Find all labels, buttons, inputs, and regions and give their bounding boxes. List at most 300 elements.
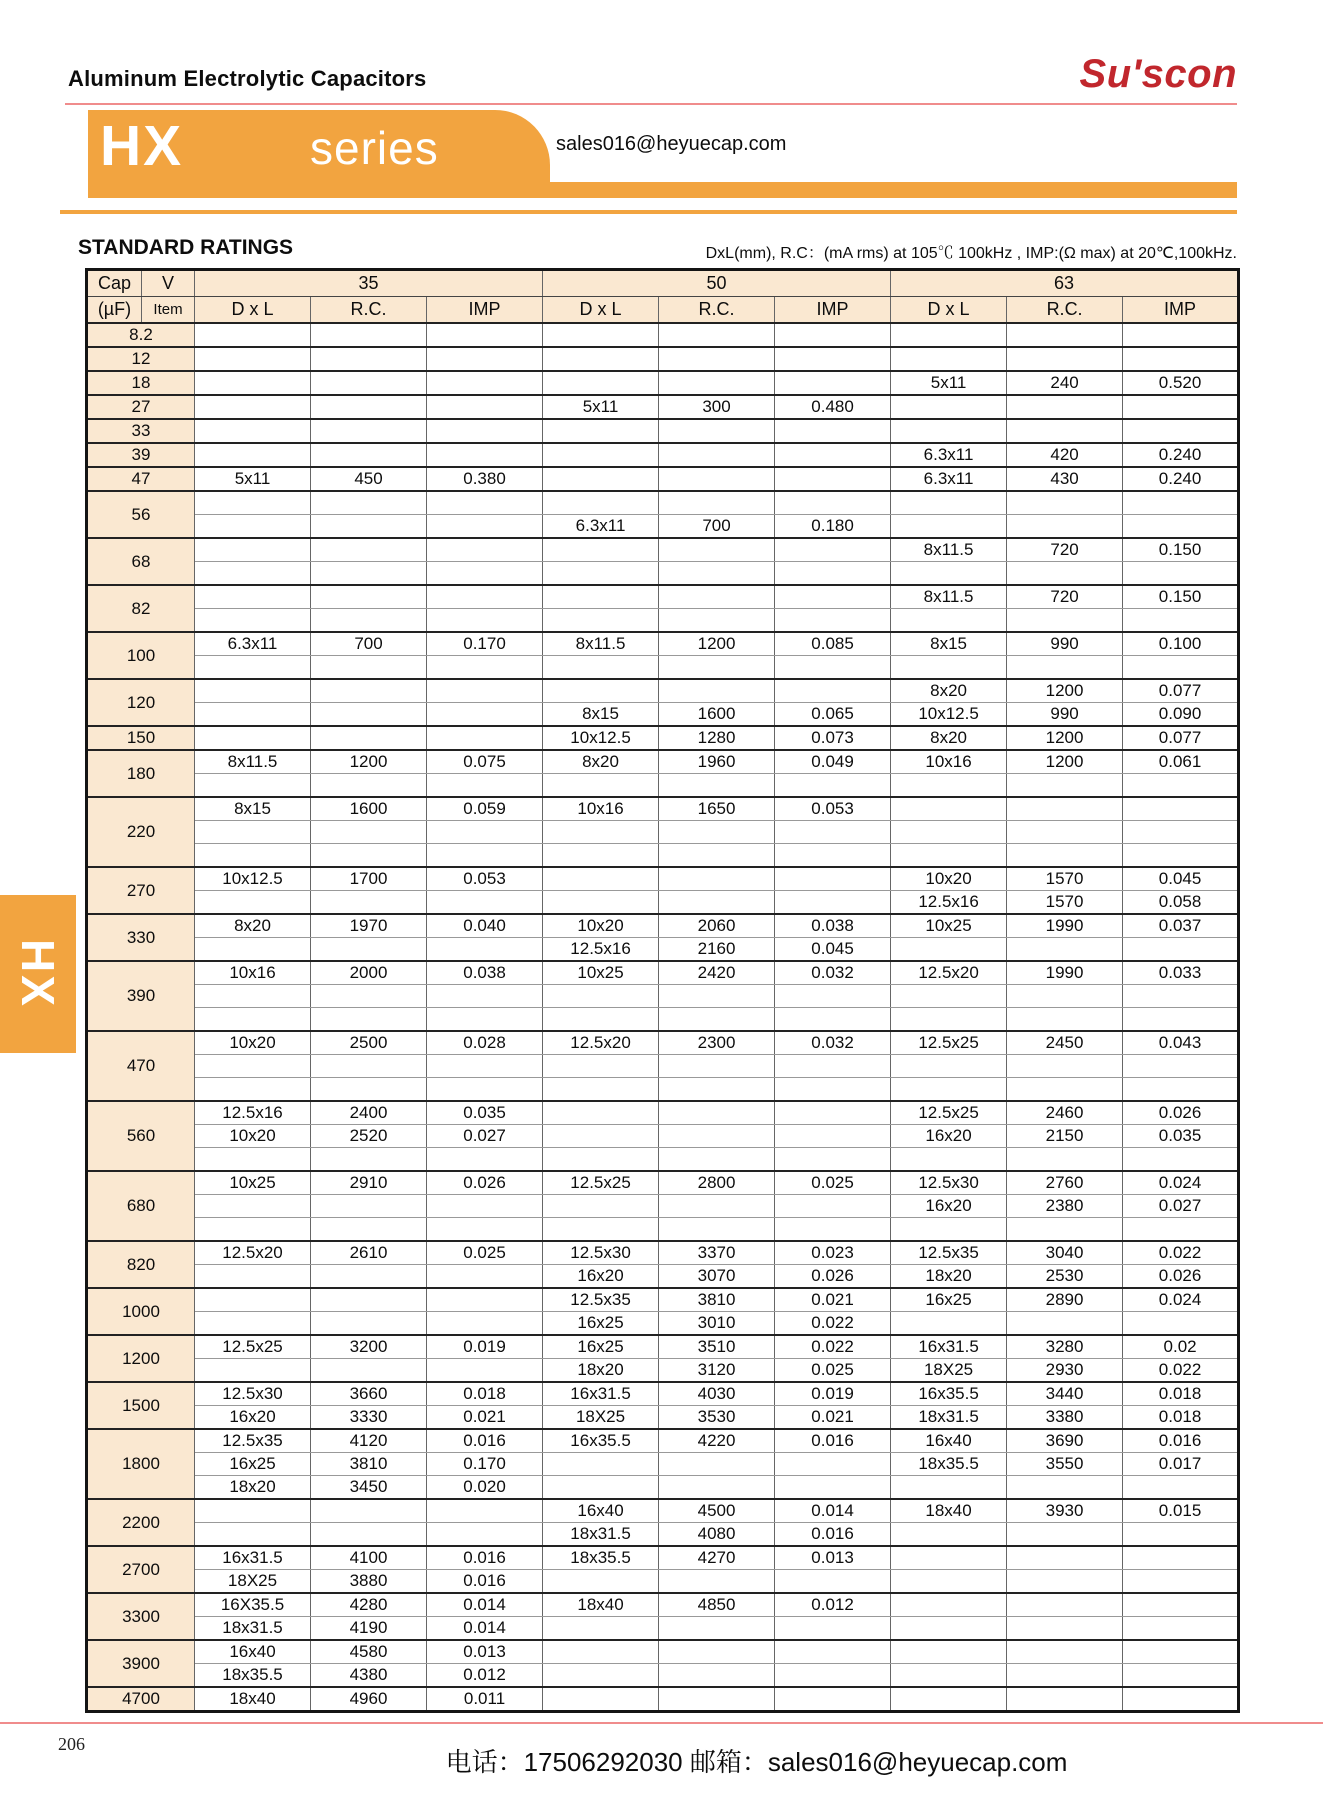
rating-cell [1123, 1617, 1239, 1641]
rating-cell [891, 1617, 1007, 1641]
rating-cell: 1650 [659, 797, 775, 821]
rating-cell [543, 371, 659, 395]
ratings-conditions: DxL(mm), R.C：(mA rms) at 105℃ 100kHz , IMP:(Ω max) at 20℃,100kHz. [705, 245, 1237, 262]
rating-cell: 10x20 [891, 867, 1007, 891]
rating-cell [311, 419, 427, 443]
table-row [87, 891, 1239, 915]
table-row [87, 914, 1239, 938]
rating-cell [427, 1499, 543, 1523]
rating-cell: 18X25 [543, 1406, 659, 1430]
rating-cell: 0.014 [427, 1617, 543, 1641]
rating-cell: 0.025 [775, 1171, 891, 1195]
rating-cell: 0.035 [1123, 1125, 1239, 1148]
rating-cell [775, 1055, 891, 1078]
cap-cell: 1000 [87, 1288, 195, 1335]
rating-cell [659, 1218, 775, 1242]
rating-cell: 0.170 [427, 1453, 543, 1476]
rating-cell: 0.016 [427, 1546, 543, 1570]
rating-cell [775, 844, 891, 868]
table-row [87, 1546, 1239, 1570]
voltage-group-header: 35 [195, 270, 543, 297]
rating-cell [427, 656, 543, 680]
voltage-header: V [142, 270, 195, 297]
rating-cell [1123, 1687, 1239, 1712]
rating-cell [891, 1476, 1007, 1500]
rating-cell: 12.5x25 [543, 1171, 659, 1195]
rating-cell [543, 419, 659, 443]
rating-cell: 0.077 [1123, 679, 1239, 703]
table-row [87, 1382, 1239, 1406]
rating-cell [195, 1312, 311, 1336]
rating-cell: 10x16 [543, 797, 659, 821]
rating-cell [891, 1523, 1007, 1547]
rating-cell: 4580 [311, 1640, 427, 1664]
rating-cell [543, 679, 659, 703]
rating-cell: 1700 [311, 867, 427, 891]
rating-cell: 0.017 [1123, 1453, 1239, 1476]
cap-unit-header: (µF) [87, 297, 142, 324]
rating-cell: 0.053 [427, 867, 543, 891]
rating-cell [1123, 821, 1239, 844]
rating-cell [543, 1617, 659, 1641]
rating-cell [543, 1148, 659, 1172]
rating-cell: 4850 [659, 1593, 775, 1617]
rating-cell: 0.075 [427, 750, 543, 774]
rating-cell [311, 1195, 427, 1218]
rating-cell [1007, 821, 1123, 844]
rating-cell [195, 1078, 311, 1102]
rating-cell [543, 821, 659, 844]
cap-cell: 560 [87, 1101, 195, 1171]
cap-cell: 220 [87, 797, 195, 867]
table-row [87, 1288, 1239, 1312]
rating-cell: 0.018 [1123, 1406, 1239, 1430]
cap-header: Cap [87, 270, 142, 297]
table-row [87, 797, 1239, 821]
footer-divider [0, 1722, 1323, 1724]
rating-cell [775, 1476, 891, 1500]
rating-cell: 16x20 [195, 1406, 311, 1430]
rating-cell: 16x31.5 [891, 1335, 1007, 1359]
table-row [87, 1335, 1239, 1359]
table-row [87, 1195, 1239, 1218]
rating-cell [1123, 1570, 1239, 1594]
rating-cell [775, 1687, 891, 1712]
rating-cell: 6.3x11 [891, 443, 1007, 467]
table-row [87, 395, 1239, 419]
table-row [87, 323, 1239, 347]
banner-strip [88, 182, 1237, 198]
rating-cell: 4380 [311, 1664, 427, 1688]
rating-cell [1007, 1546, 1123, 1570]
rating-cell [311, 562, 427, 586]
rating-cell [1123, 1078, 1239, 1102]
table-row [87, 1570, 1239, 1594]
table-row [87, 821, 1239, 844]
table-row [87, 371, 1239, 395]
rating-cell: 16x31.5 [543, 1382, 659, 1406]
rating-cell [1007, 1664, 1123, 1688]
rating-cell [1123, 844, 1239, 868]
rating-cell [543, 609, 659, 633]
table-row [87, 774, 1239, 798]
rating-cell: 0.053 [775, 797, 891, 821]
rating-cell: 0.520 [1123, 371, 1239, 395]
rating-cell [1123, 1523, 1239, 1547]
rating-cell: 4100 [311, 1546, 427, 1570]
side-tab [0, 895, 76, 1053]
rating-cell: 16x35.5 [891, 1382, 1007, 1406]
rating-cell: 3810 [311, 1453, 427, 1476]
rating-cell: 0.073 [775, 726, 891, 750]
brand-logo: Su'scon [1079, 52, 1237, 96]
rating-cell [775, 891, 891, 915]
cap-cell: 47 [87, 467, 195, 491]
rating-cell: 6.3x11 [891, 467, 1007, 491]
rating-cell [775, 491, 891, 515]
rating-cell: 0.150 [1123, 585, 1239, 609]
rating-cell: 1200 [1007, 750, 1123, 774]
rating-cell [775, 1570, 891, 1594]
rating-cell: 720 [1007, 538, 1123, 562]
rating-cell [195, 985, 311, 1008]
rating-cell [311, 726, 427, 750]
rating-cell [427, 1008, 543, 1032]
rating-cell [543, 844, 659, 868]
rating-cell [543, 1055, 659, 1078]
rating-cell [775, 371, 891, 395]
table-row [87, 656, 1239, 680]
table-row [87, 443, 1239, 467]
contact-email: sales016@heyuecap.com [556, 133, 787, 155]
rating-cell [1123, 1312, 1239, 1336]
rating-cell: 10x25 [891, 914, 1007, 938]
rating-cell [543, 985, 659, 1008]
rating-cell: 12.5x20 [543, 1031, 659, 1055]
cap-cell: 12 [87, 347, 195, 371]
rating-cell: 0.021 [775, 1288, 891, 1312]
rating-cell [775, 585, 891, 609]
rating-cell: 0.021 [775, 1406, 891, 1430]
rating-cell: 4080 [659, 1523, 775, 1547]
rating-cell: 0.058 [1123, 891, 1239, 915]
rating-cell [1123, 1640, 1239, 1664]
rating-cell [1007, 985, 1123, 1008]
rating-cell: 0.077 [1123, 726, 1239, 750]
ratings-table [85, 268, 1240, 1713]
rating-cell: 16X35.5 [195, 1593, 311, 1617]
rating-cell: 2060 [659, 914, 775, 938]
rating-cell: 18x40 [543, 1593, 659, 1617]
rating-cell: 0.013 [427, 1640, 543, 1664]
rating-cell [195, 1148, 311, 1172]
rating-cell [891, 656, 1007, 680]
rating-cell: 1970 [311, 914, 427, 938]
rating-cell [195, 443, 311, 467]
rating-cell: 16x25 [543, 1312, 659, 1336]
rating-cell [659, 679, 775, 703]
rating-cell: 3510 [659, 1335, 775, 1359]
table-row [87, 1359, 1239, 1383]
rating-cell: 10x25 [195, 1171, 311, 1195]
table-row [87, 1078, 1239, 1102]
rating-cell [775, 774, 891, 798]
rating-cell: 3040 [1007, 1241, 1123, 1265]
series-code: HX [100, 114, 184, 178]
rating-cell [1007, 419, 1123, 443]
rating-cell [427, 1312, 543, 1336]
rating-cell [427, 1265, 543, 1289]
series-banner [88, 110, 550, 182]
rating-cell: 1200 [1007, 679, 1123, 703]
rating-cell: 0.028 [427, 1031, 543, 1055]
rating-cell: 1570 [1007, 891, 1123, 915]
rating-cell: 2530 [1007, 1265, 1123, 1289]
table-row [87, 679, 1239, 703]
table-row [87, 1523, 1239, 1547]
rating-cell [775, 1125, 891, 1148]
rating-cell [311, 1359, 427, 1383]
table-row [87, 1312, 1239, 1336]
rating-cell: 16x25 [543, 1335, 659, 1359]
rating-cell [311, 703, 427, 727]
rating-cell [659, 1008, 775, 1032]
rating-cell [543, 1664, 659, 1688]
rating-cell [891, 774, 1007, 798]
rating-cell [427, 985, 543, 1008]
rating-cell [1007, 938, 1123, 962]
rating-cell [427, 774, 543, 798]
rating-cell: 12.5x25 [891, 1031, 1007, 1055]
rating-cell: 0.012 [427, 1664, 543, 1688]
rating-cell [775, 821, 891, 844]
rating-cell [543, 538, 659, 562]
rating-cell: 300 [659, 395, 775, 419]
rating-cell [1007, 656, 1123, 680]
rating-cell [1123, 1055, 1239, 1078]
rating-cell [195, 821, 311, 844]
rating-cell [543, 323, 659, 347]
rating-cell: 0.016 [427, 1429, 543, 1453]
rating-cell [1123, 609, 1239, 633]
cap-cell: 820 [87, 1241, 195, 1288]
rating-cell: 8x15 [195, 797, 311, 821]
rating-cell [775, 419, 891, 443]
rating-cell [195, 419, 311, 443]
rating-cell [427, 538, 543, 562]
section-divider [60, 210, 1237, 214]
rating-cell: 12.5x16 [543, 938, 659, 962]
rating-cell: 2910 [311, 1171, 427, 1195]
rating-cell [659, 1687, 775, 1712]
rating-cell [427, 703, 543, 727]
rating-cell [311, 371, 427, 395]
rating-cell [1007, 1640, 1123, 1664]
rating-cell [427, 491, 543, 515]
rating-cell: 3070 [659, 1265, 775, 1289]
rating-cell: 0.024 [1123, 1171, 1239, 1195]
rating-cell [659, 467, 775, 491]
section-title: STANDARD RATINGS [78, 236, 294, 259]
rating-cell: 2450 [1007, 1031, 1123, 1055]
rating-cell [1007, 347, 1123, 371]
sub-header: IMP [1123, 297, 1239, 324]
rating-cell [775, 1453, 891, 1476]
rating-cell [659, 821, 775, 844]
rating-cell [1123, 491, 1239, 515]
rating-cell [659, 1640, 775, 1664]
rating-cell: 0.180 [775, 515, 891, 539]
rating-cell: 2760 [1007, 1171, 1123, 1195]
rating-cell: 4500 [659, 1499, 775, 1523]
rating-cell [311, 609, 427, 633]
rating-cell: 10x12.5 [195, 867, 311, 891]
rating-cell [659, 371, 775, 395]
rating-cell: 0.025 [427, 1241, 543, 1265]
rating-cell: 0.040 [427, 914, 543, 938]
rating-cell [891, 821, 1007, 844]
rating-cell: 0.023 [775, 1241, 891, 1265]
rating-cell: 12.5x16 [195, 1101, 311, 1125]
rating-cell: 1990 [1007, 914, 1123, 938]
rating-cell: 12.5x30 [543, 1241, 659, 1265]
rating-cell: 16x40 [543, 1499, 659, 1523]
rating-cell [891, 609, 1007, 633]
rating-cell: 18x40 [891, 1499, 1007, 1523]
voltage-group-header: 50 [543, 270, 891, 297]
rating-cell: 1570 [1007, 867, 1123, 891]
rating-cell [1123, 985, 1239, 1008]
rating-cell: 10x20 [543, 914, 659, 938]
rating-cell: 12.5x35 [543, 1288, 659, 1312]
rating-cell [1123, 1546, 1239, 1570]
cap-cell: 1800 [87, 1429, 195, 1499]
rating-cell [311, 1312, 427, 1336]
cap-cell: 2200 [87, 1499, 195, 1546]
rating-cell [427, 323, 543, 347]
rating-cell: 0.033 [1123, 961, 1239, 985]
rating-cell [1123, 562, 1239, 586]
rating-cell [427, 938, 543, 962]
rating-cell [1007, 1055, 1123, 1078]
side-tab-label: HX [12, 939, 64, 1009]
rating-cell [195, 1008, 311, 1032]
rating-cell [195, 1523, 311, 1547]
rating-cell [891, 1148, 1007, 1172]
table-row [87, 562, 1239, 586]
rating-cell: 2520 [311, 1125, 427, 1148]
rating-cell [543, 467, 659, 491]
table-row [87, 1406, 1239, 1430]
rating-cell [311, 1148, 427, 1172]
rating-cell [427, 844, 543, 868]
rating-cell [659, 985, 775, 1008]
rating-cell [775, 1148, 891, 1172]
rating-cell [891, 323, 1007, 347]
rating-cell [1007, 1078, 1123, 1102]
table-row [87, 1148, 1239, 1172]
rating-cell: 3010 [659, 1312, 775, 1336]
rating-cell [891, 1593, 1007, 1617]
rating-cell: 0.480 [775, 395, 891, 419]
rating-cell [1123, 1593, 1239, 1617]
sub-header: R.C. [659, 297, 775, 324]
rating-cell [891, 562, 1007, 586]
cap-cell: 680 [87, 1171, 195, 1241]
rating-cell [311, 395, 427, 419]
rating-cell [543, 1008, 659, 1032]
cap-cell: 120 [87, 679, 195, 726]
rating-cell [1007, 1218, 1123, 1242]
table-row [87, 538, 1239, 562]
rating-cell [775, 609, 891, 633]
rating-cell [427, 347, 543, 371]
rating-cell [195, 891, 311, 915]
rating-cell: 3330 [311, 1406, 427, 1430]
rating-cell [311, 679, 427, 703]
rating-cell [195, 538, 311, 562]
voltage-group-header: 63 [891, 270, 1239, 297]
rating-cell: 0.016 [427, 1570, 543, 1594]
rating-cell: 16x25 [891, 1288, 1007, 1312]
table-row [87, 867, 1239, 891]
item-header: Item [142, 297, 195, 324]
rating-cell: 0.061 [1123, 750, 1239, 774]
rating-cell [195, 1288, 311, 1312]
rating-cell: 700 [311, 632, 427, 656]
rating-cell [311, 1499, 427, 1523]
table-row [87, 1476, 1239, 1500]
rating-cell: 10x16 [891, 750, 1007, 774]
rating-cell [1123, 938, 1239, 962]
rating-cell [891, 1008, 1007, 1032]
rating-cell [195, 609, 311, 633]
rating-cell [195, 679, 311, 703]
rating-cell [311, 821, 427, 844]
rating-cell: 18x20 [543, 1359, 659, 1383]
cap-cell: 270 [87, 867, 195, 914]
rating-cell: 12.5x25 [891, 1101, 1007, 1125]
rating-cell [543, 1640, 659, 1664]
rating-cell [891, 1312, 1007, 1336]
rating-cell [1123, 1664, 1239, 1688]
rating-cell: 12.5x30 [195, 1382, 311, 1406]
rating-cell: 450 [311, 467, 427, 491]
rating-cell [891, 1664, 1007, 1688]
rating-cell [1123, 1218, 1239, 1242]
rating-cell [1123, 774, 1239, 798]
rating-cell [1007, 1476, 1123, 1500]
rating-cell [427, 1148, 543, 1172]
rating-cell: 4030 [659, 1382, 775, 1406]
rating-cell [195, 323, 311, 347]
rating-cell: 18x40 [195, 1687, 311, 1712]
rating-cell: 2420 [659, 961, 775, 985]
rating-cell: 0.025 [775, 1359, 891, 1383]
table-row [87, 1218, 1239, 1242]
rating-cell: 1990 [1007, 961, 1123, 985]
rating-cell [311, 323, 427, 347]
rating-cell [775, 538, 891, 562]
rating-cell: 0.027 [427, 1125, 543, 1148]
rating-cell: 0.016 [775, 1523, 891, 1547]
cap-cell: 330 [87, 914, 195, 961]
rating-cell [1007, 395, 1123, 419]
rating-cell: 18x35.5 [543, 1546, 659, 1570]
rating-cell: 3280 [1007, 1335, 1123, 1359]
rating-cell: 2300 [659, 1031, 775, 1055]
rating-cell: 3550 [1007, 1453, 1123, 1476]
